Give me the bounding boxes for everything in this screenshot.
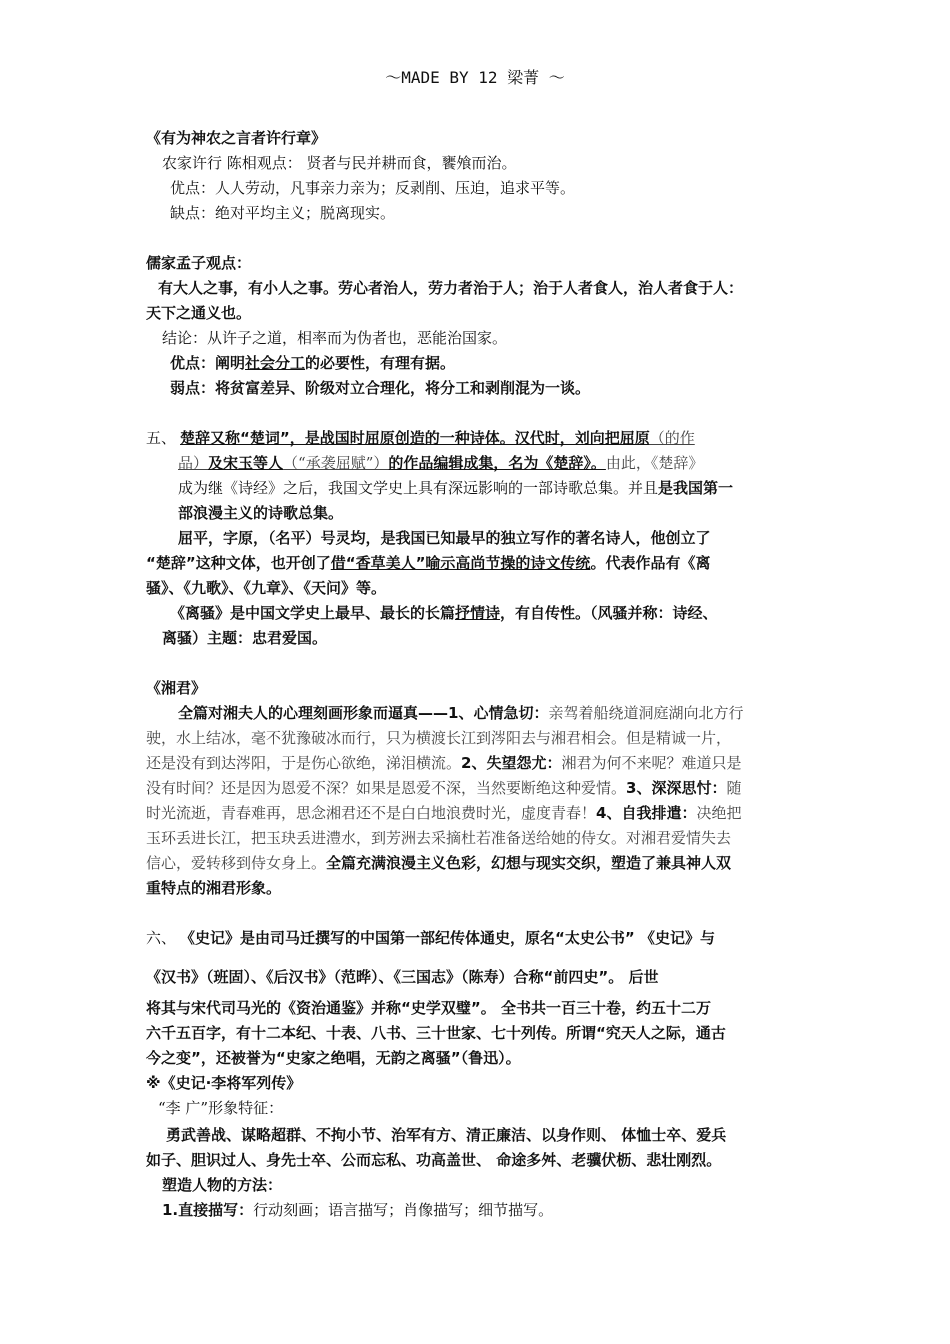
chuci-line-3: 成为继《诗经》之后，我国文学史上具有深远影响的一部诗歌总集。并且是我国第一 [178, 479, 734, 497]
xiangjun-line-8: 重特点的湘君形象。 [146, 879, 282, 897]
xiangjun-line-5: 时光流逝，青春难再，思念湘君还不是白白地浪费时光，虚度青春！4、自我排遣：决绝把 [146, 804, 742, 822]
shiji-line-3: 将其与宋代司马光的《资治通鉴》并称“史学双璧”。 全书共一百三十卷，约五十二万 [146, 999, 711, 1017]
mengzi-quote-1: 有大人之事，有小人之事。劳心者治人，劳力者治于人；治于人者食人，治人者食于人： [158, 279, 744, 297]
shiji-line-2: 《汉书》（班固）、《后汉书》（范晔）、《三国志》（陈寿）合称“前四史”。 后世 [146, 968, 659, 986]
shiji-line-4: 六千五百字，有十二本纪、十表、八书、三十世家、七十列传。所谓“究天人之际，通古 [146, 1024, 726, 1042]
mengzi-heading: 儒家孟子观点： [146, 254, 252, 272]
xiangjun-line-6: 玉环丢进长江，把玉玦丢进澧水，到芳洲去采摘杜若准备送给她的侍女。对湘君爱情失去 [146, 829, 732, 847]
mengzi-quote-2: 天下之通义也。 [146, 304, 252, 322]
liguang-traits-1: 勇武善战、谋略超群、不拘小节、治军有方、清正廉洁、以身作则、 体恤士卒、爱兵 [166, 1126, 727, 1144]
title-xiangjun: 《湘君》 [146, 679, 207, 697]
quyuan-line-1: 屈平，字原，（名平）号灵均，是我国已知最早的独立写作的著名诗人，他创立了 [178, 529, 711, 547]
xiangjun-line-4: 没有时间？还是因为恩爱不深？如果是恩爱不深，当然要断绝这种爱情。3、深深思忖：随 [146, 779, 742, 797]
xiangjun-line-1: 全篇对湘夫人的心理刻画形象而逼真——1、心情急切：亲驾着船绕道洞庭湖向北方行 [178, 704, 744, 722]
liguang-traits-2: 如子、胆识过人、身先士卒、公而忘私、功高盖世、 命途多舛、老骥伏枥、悲壮刚烈。 [146, 1151, 722, 1169]
title-xuxing: 《有为神农之言者许行章》 [146, 129, 327, 147]
liguang-traits-heading: “李 广”形象特征： [158, 1099, 284, 1117]
mengzi-conclusion: 结论：从许子之道，相率而为伪者也，恶能治国家。 [162, 329, 508, 347]
chuci-line-1: 楚辞又称“楚词”，是战国时屈原创造的一种诗体。汉代时，刘向把屈原（的作 [180, 429, 695, 447]
quyuan-line-3: 骚》、《九歌》、《九章》、《天问》等。 [146, 579, 387, 597]
section-six-number: 六、 [146, 929, 177, 947]
lisao-line-2: 离骚）主题：忠君爱国。 [162, 629, 328, 647]
xiangjun-line-3: 还是没有到达涔阳，于是伤心欲绝，涕泪横流。2、失望怨尤：湘君为何不来呢？难道只是 [146, 754, 742, 772]
xuxing-view: 农家许行 陈相观点： 贤者与民并耕而食，饔飧而治。 [162, 154, 517, 172]
lisao-line-1: 《离骚》是中国文学史上最早、最长的长篇抒情诗，有自传性。（风骚并称：诗经、 [170, 604, 718, 622]
page-header: ～MADE BY 12 梁菁 ～ [385, 68, 565, 87]
mengzi-weakness: 弱点：将贫富差异、阶级对立合理化，将分工和剥削混为一谈。 [170, 379, 591, 397]
xuxing-flaw: 缺点：绝对平均主义；脱离现实。 [170, 204, 396, 222]
xiangjun-line-7: 信心，爱转移到侍女身上。全篇充满浪漫主义色彩，幻想与现实交织，塑造了兼具神人双 [146, 854, 732, 872]
methods-direct: 1.直接描写：行动刻画；语言描写；肖像描写；细节描写。 [162, 1201, 554, 1219]
shiji-line-5: 今之变”，还被誉为“史家之绝唱，无韵之离骚”（鲁迅）。 [146, 1049, 521, 1067]
chuci-line-2: 品）及宋玉等人（“承袭屈赋”）的作品编辑成集，名为《楚辞》。由此，《楚辞》 [178, 454, 704, 472]
quyuan-line-2: “楚辞”这种文体，也开创了借“香草美人”喻示高尚节操的诗文传统。代表作品有《离 [146, 554, 711, 572]
section-five-number: 五、 [146, 429, 177, 447]
methods-heading: 塑造人物的方法： [162, 1176, 283, 1194]
mengzi-merit: 优点：阐明社会分工的必要性，有理有据。 [170, 354, 456, 372]
liguang-title: ※《史记·李将军列传》 [146, 1074, 302, 1092]
xiangjun-line-2: 驶，水上结冰，毫不犹豫破冰而行，只为横渡长江到涔阳去与湘君相会。但是精诚一片， [146, 729, 732, 747]
xuxing-merit: 优点：人人劳动，凡事亲力亲为；反剥削、压迫，追求平等。 [170, 179, 576, 197]
shiji-line-1: 《史记》是由司马迁撰写的中国第一部纪传体通史，原名“太史公书” 《史记》与 [180, 929, 715, 947]
chuci-line-4: 部浪漫主义的诗歌总集。 [178, 504, 344, 522]
